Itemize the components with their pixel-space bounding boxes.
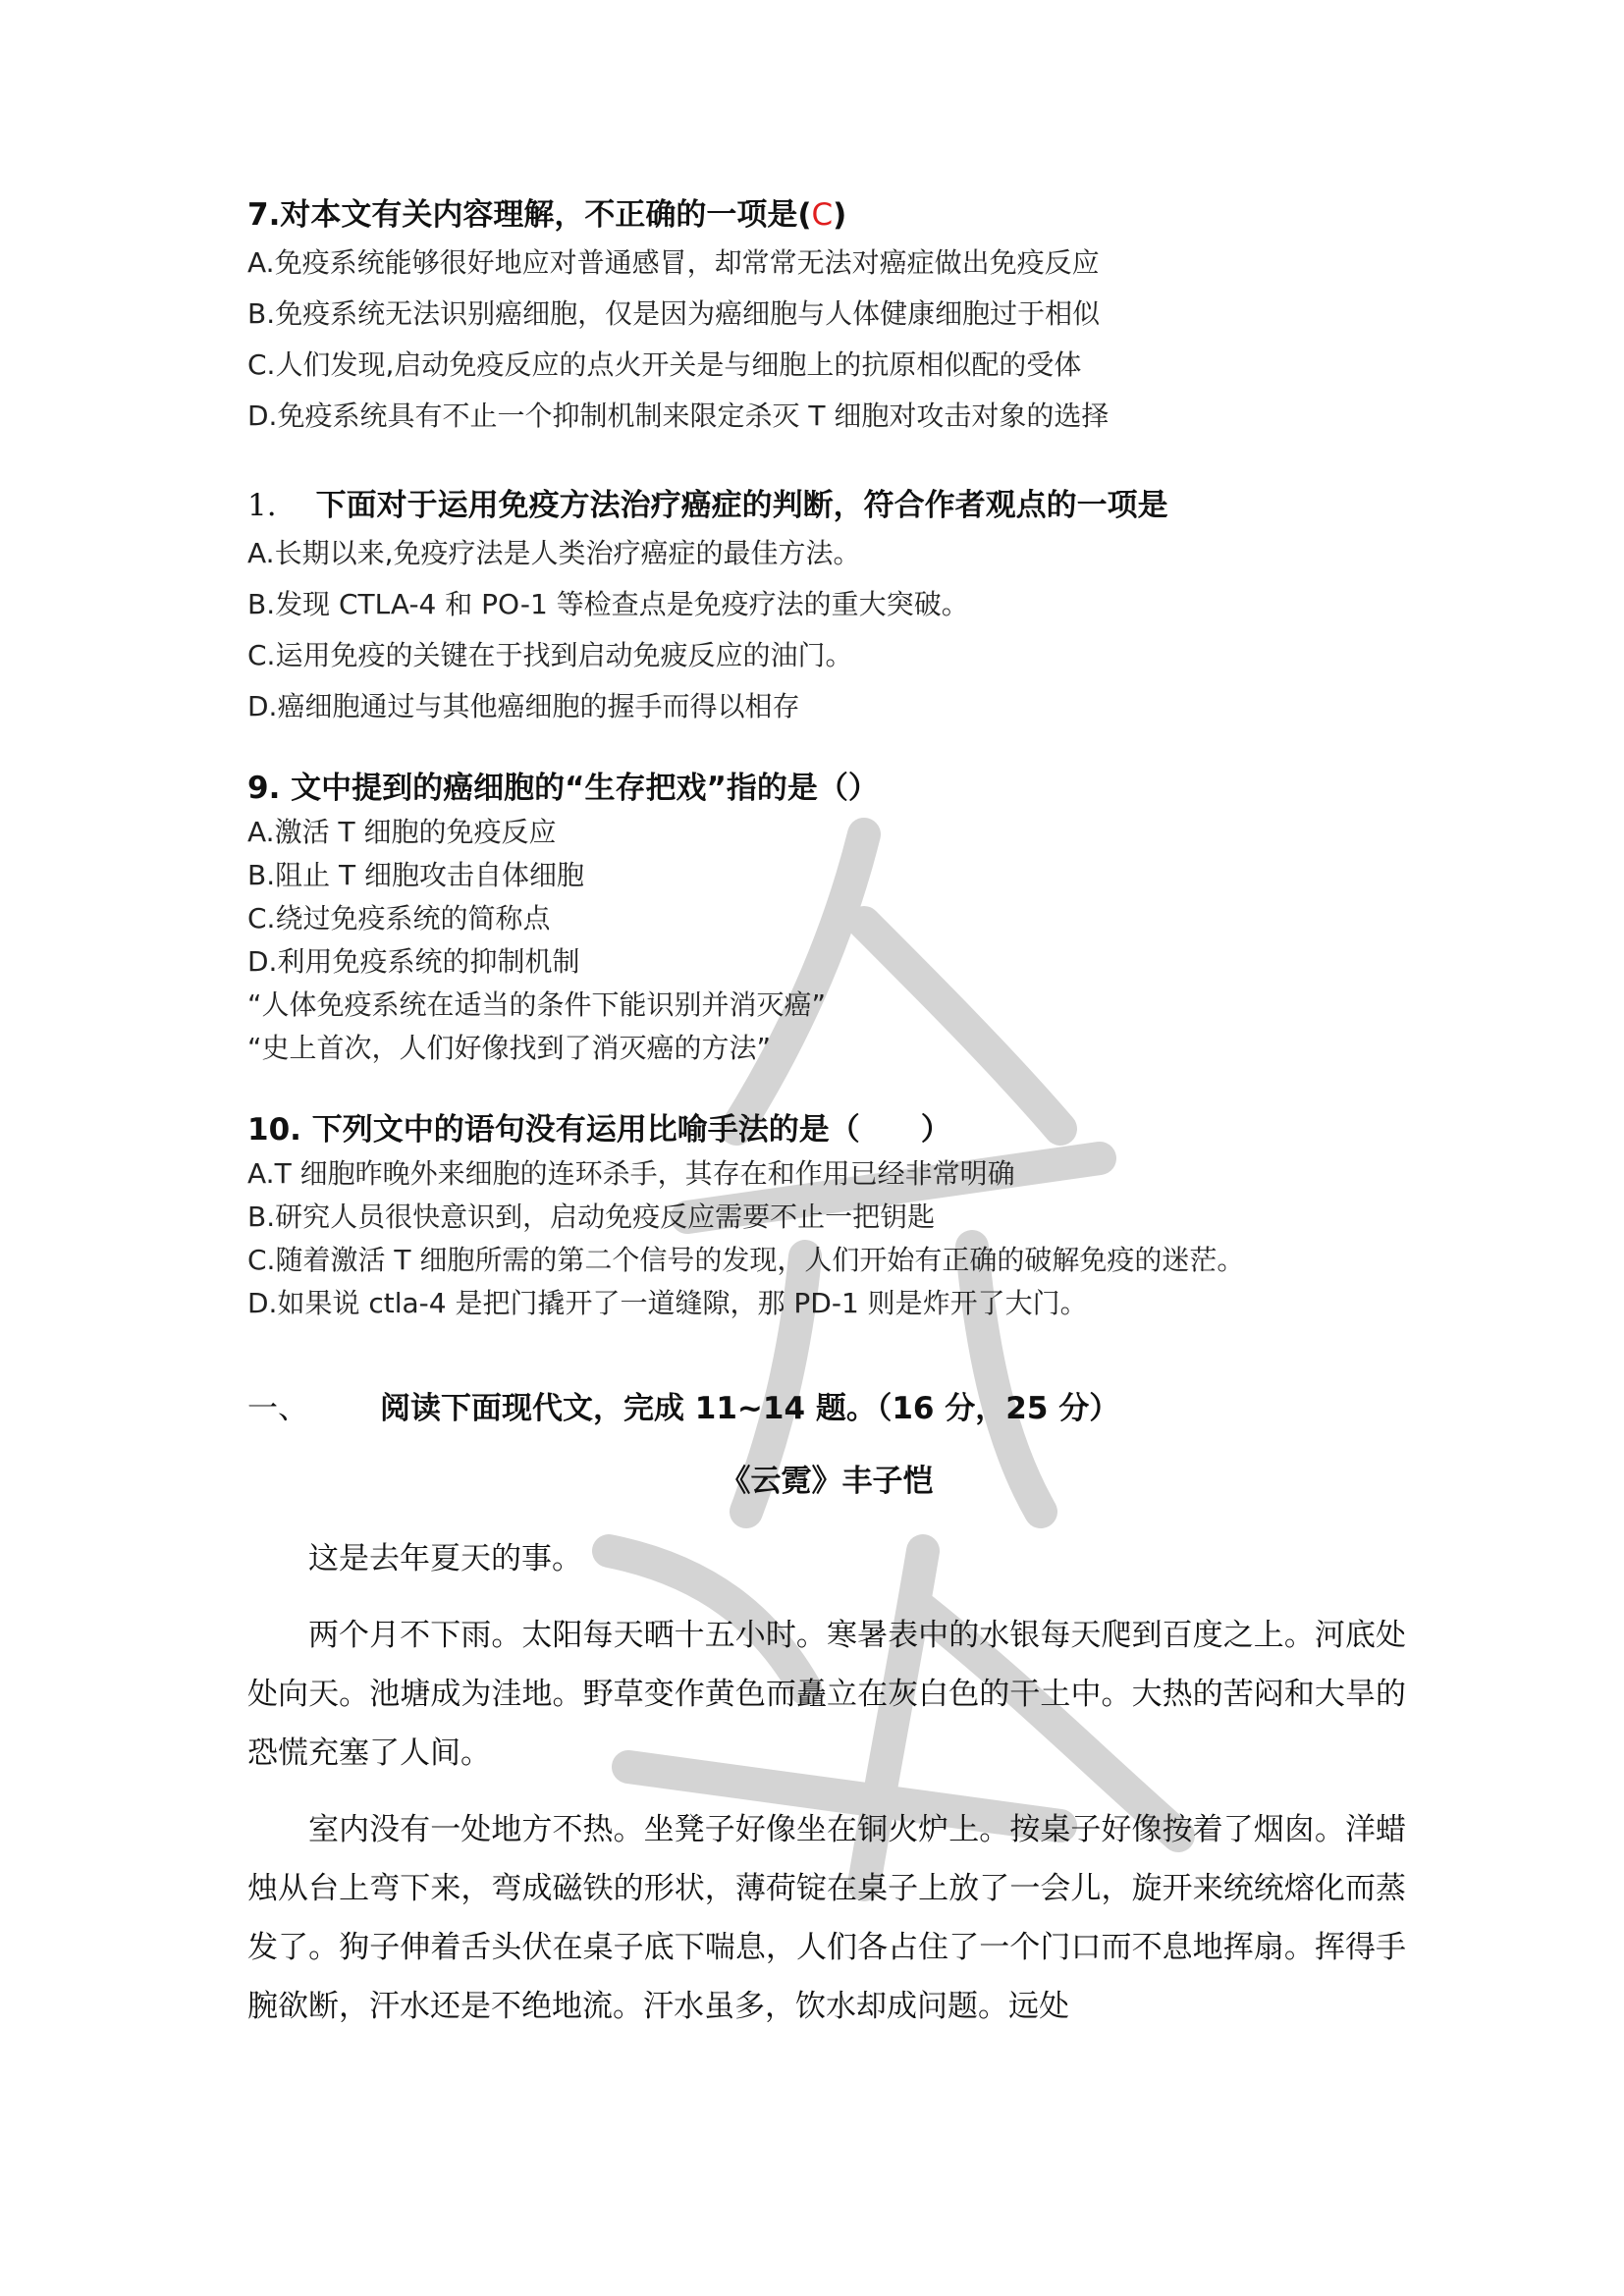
question-8-option-a: A.长期以来,免疫疗法是人类治疗癌症的最佳方法。 (247, 537, 861, 569)
question-7-title (247, 192, 1406, 238)
question-8-option-c: C.运用免疫的关键在于找到启动免疲反应的油门。 (247, 639, 853, 671)
question-8 (247, 483, 1406, 732)
question-9-option-b: B.阻止 T 细胞攻击自体细胞 (247, 859, 585, 891)
document-content (247, 192, 1406, 2036)
question-7-title-text: 7.对本文有关内容理解，不正确的一项是( (247, 197, 812, 233)
article-paragraph-3: 室内没有一处地方不热。坐凳子好像坐在铜火炉上。按桌子好像按着了烟囱。洋蜡烛从台上弯下来，弯成磁铁的形状，薄荷锭在桌子上放了一会儿，旋开来统统熔化而蒸发了。狗子伸着舌头伏在桌子底下喘息，人们各占住了一个门口而不息地挥扇。挥得手腕欲断，汗水还是不绝地流。汗水虽多，饮水却成问题。远处 (247, 1812, 1406, 2024)
section-number: 一、 (247, 1391, 308, 1426)
question-8-option-d: D.癌细胞通过与其他癌细胞的握手而得以相存 (247, 690, 800, 722)
question-9-title: 9. 文中提到的癌细胞的“生存把戏”指的是（） (247, 771, 879, 806)
question-8-option-b: B.发现 CTLA-4 和 PO-1 等检查点是免疫疗法的重大突破。 (247, 588, 969, 620)
question-7 (247, 192, 1406, 442)
question-9 (247, 766, 1406, 1070)
question-8-number: 1. (247, 488, 277, 523)
question-10-option-c: C.随着激活 T 细胞所需的第二个信号的发现，人们开始有正确的破解免疫的迷茫。 (247, 1244, 1245, 1276)
question-7-option-a: A.免疫系统能够很好地应对普通感冒，却常常无法对癌症做出免疫反应 (247, 246, 1100, 279)
question-9-quote-1: “人体免疫系统在适当的条件下能识别并消灭癌” (247, 988, 827, 1021)
question-10-option-b: B.研究人员很快意识到，启动免疫反应需要不止一把钥匙 (247, 1201, 936, 1233)
question-7-option-c: C.人们发现,启动免疫反应的点火开关是与细胞上的抗原相似配的受体 (247, 348, 1082, 381)
article-title: 《云霓》丰子恺 (720, 1464, 934, 1499)
question-8-title-text: 下面对于运用免疫方法治疗癌症的判断，符合作者观点的一项是 (315, 488, 1168, 523)
question-10-option-d: D.如果说 ctla-4 是把门撬开了一道缝隙，那 PD-1 则是炸开了大门。 (247, 1287, 1088, 1319)
section-heading (247, 1384, 1406, 1433)
question-7-option-b: B.免疫系统无法识别癌细胞，仅是因为癌细胞与人体健康细胞过于相似 (247, 297, 1101, 330)
question-7-option-d: D.免疫系统具有不止一个抑制机制来限定杀灭 T 细胞对攻击对象的选择 (247, 400, 1110, 432)
question-9-option-c: C.绕过免疫系统的简称点 (247, 902, 551, 934)
section-title: 阅读下面现代文，完成 11~14 题。（16 分，25 分） (380, 1391, 1120, 1426)
question-10-title: 10. 下列文中的语句没有运用比喻手法的是（ ） (247, 1112, 951, 1148)
article-paragraph-1: 这是去年夏天的事。 (308, 1541, 582, 1576)
question-7-title-suffix: ) (833, 197, 847, 233)
question-10 (247, 1107, 1406, 1325)
question-9-option-a: A.激活 T 细胞的免疫反应 (247, 816, 557, 848)
question-9-option-d: D.利用免疫系统的抑制机制 (247, 945, 580, 978)
question-7-answer: C (811, 197, 834, 233)
question-8-title (247, 483, 1406, 528)
article-paragraph-2: 两个月不下雨。太阳每天晒十五小时。寒暑表中的水银每天爬到百度之上。河底处处向天。池塘成为洼地。野草变作黄色而矗立在灰白色的干土中。大热的苦闷和大旱的恐慌充塞了人间。 (247, 1618, 1406, 1771)
question-9-quote-2: “史上首次，人们好像找到了消灭癌的方法” (247, 1032, 772, 1064)
question-10-option-a: A.T 细胞昨晚外来细胞的连环杀手，其存在和作用已经非常明确 (247, 1157, 1015, 1190)
